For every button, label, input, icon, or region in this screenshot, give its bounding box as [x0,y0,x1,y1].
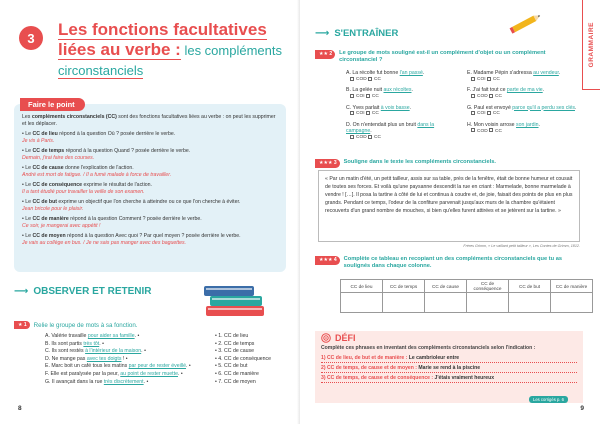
option-label: CC [371,94,379,100]
fp-point-term: CC de manière [32,216,69,222]
table-answer-cell[interactable] [383,293,425,313]
match-dot[interactable]: • [215,370,219,377]
phrase-underlined: très tôt [83,340,100,347]
phrase-end: . [186,363,188,370]
ex2-options [346,111,461,118]
difficulty-stars: ★★ 2 [315,50,335,59]
ex2-item [467,122,582,142]
fp-point-example: Je vais au collège en bus. / Je ne sais pas manger avec des baguettes. [22,240,187,246]
bullet: • Le [22,182,33,188]
phrase-letter: B. [45,340,52,347]
ex2-underlined: aux récoltes [383,87,412,94]
target-icon [321,333,331,343]
function-label: 1. CC de lieu [218,333,249,339]
match-dot[interactable]: • [100,340,104,347]
ex2-underlined: à voix basse [380,104,410,111]
function-row [215,379,271,387]
phrase-letter: C. [45,348,52,355]
fp-point [22,182,278,196]
ex2-underlined: l'an passé [399,70,423,76]
match-dot[interactable]: • [142,348,146,355]
fp-point [22,216,278,230]
cc-table-header [341,280,593,293]
difficulty-stars: ★ 1 [14,321,30,329]
defi-items [321,354,577,383]
checkbox-icon [489,128,493,132]
phrase-letter: E. [45,363,52,370]
phrase-underlined: avec tes doigts [86,355,122,362]
fp-point-desc: exprime le résultat de l'action. [82,182,152,188]
table-answer-cell[interactable] [551,293,593,313]
checkbox-icon [471,111,475,115]
checkbox-icon [366,94,370,98]
option-label: COD [477,128,489,134]
checkbox-icon [487,77,491,81]
option-checkbox[interactable] [366,111,379,116]
title-line1: Les fonctions facultatives [58,20,267,39]
ex2-underlined: parce qu'il a perdu ses clés [512,104,575,111]
fp-point-example: Demain, j'irai faire des courses. [22,155,95,161]
phrase-text: Ils sont partis [51,340,84,347]
phrase-underlined: à l'intérieur de la maison [85,348,142,355]
match-dot[interactable]: • [215,355,219,362]
ex2-end: . [409,104,412,111]
function-label: 4. CC de conséquence [218,355,272,362]
faire-le-point-box [14,104,286,272]
option-checkbox[interactable] [487,77,500,82]
exercise-3-header: ★★★ 3 Souligne dans le texte les compléments circonstanciels. [315,159,564,168]
difficulty-stars: ★★★ 3 [315,159,340,168]
fp-point-desc: répond à la question Comment ? posée derrière le verbe. [68,216,202,222]
bullet: • Le [22,148,33,154]
phrase-end: . [143,378,146,385]
fp-point-term: CC de but [32,199,57,205]
phrase-row [45,348,191,356]
ex2-options [467,77,582,84]
ex2-underlined: son jardin [516,121,539,128]
fp-point-term: CC de conséquence [32,182,83,188]
ex2-options [346,94,461,101]
function-row [215,356,271,364]
fp-point-example: Il a tant étudié pour travailler la veille de son examen. [22,189,145,195]
table-answer-cell[interactable] [467,293,509,313]
match-dot[interactable]: • [215,378,219,385]
ex2-end: . [370,128,372,135]
table-header-cell: CC de conséquence [467,280,509,293]
phrase-underlined: par peur de rester éveillé [128,363,187,370]
ex2-item [467,70,582,83]
title-line2: liées au verbe : les compléments [58,40,282,59]
option-checkbox[interactable] [471,94,489,99]
phrase-row [45,379,191,387]
exercise-2-header: ★★ 2 Le groupe de mots souligné est-il un complément d'objet ou un complément circonstanciel ? [315,50,559,64]
defi-item[interactable] [321,354,577,363]
checkbox-icon [350,77,354,81]
checkbox-icon [368,135,372,139]
checkbox-icon [487,111,491,115]
chapter-title [58,20,293,81]
ex2-text: H. Mon voisin arrose [467,121,517,128]
fp-point-term: CC de moyen [32,233,66,239]
ex2-options [467,128,582,135]
chapter-badge: 3 [19,26,43,50]
option-checkbox[interactable] [350,135,368,140]
bullet: • Le [22,131,33,137]
phrase-text: Elle est paralysée par la peur, [50,370,121,377]
option-label: COI [356,111,366,117]
phrase-end: ! [121,355,125,362]
option-checkbox[interactable] [471,111,487,116]
fp-point-desc: exprime un objectif que l'on cherche à atteindre ou ce que l'on cherche à éviter. [56,199,241,205]
ex2-end: . [411,87,413,94]
observer-heading: ⟶ OBSERVER ET RETENIR [14,286,152,297]
fp-points [22,131,278,247]
phrase-end: . [141,348,143,355]
defi-item[interactable] [321,364,577,373]
phrase-letter: D. [45,355,52,362]
match-dot[interactable]: • [145,378,149,385]
phrase-underlined: au point de rester muette [120,370,178,377]
option-checkbox[interactable] [471,77,487,82]
exercise-2-items [346,70,581,142]
match-dot[interactable]: • [215,363,219,370]
function-label: 7. CC de moyen [218,378,256,385]
arrow-right-icon: ⟶ [315,28,330,39]
match-dot[interactable]: • [187,363,191,370]
checkbox-icon [471,94,475,98]
defi-item-sentence: J'étais vraiment heureux [434,375,495,381]
ex2-end: . [542,87,545,94]
option-checkbox[interactable] [487,111,500,116]
function-row [215,348,271,356]
ex2-end: . [538,121,540,128]
defi-box [315,331,583,403]
phrase-underlined: pour aider sa famille [87,333,135,339]
grammaire-tab: GRAMMAIRE [582,0,600,90]
phrase-text: Ne mange pas [51,355,87,362]
phrase-text: Ils sont restés [51,348,86,355]
exercise-3-text: « Par un matin d'été, un petit tailleur, assis sur sa table, près de la fenêtre, était de bonne humeur et cousait de toutes ses forces. Et voilà qu'une paysanne descendit la rue en criant : Marmelade, bonne marmelade à vendre ! […]. Il posa la tartine à côté de lui et continua à coudre et, de joie, faisait des points de plus en plus grands. Pendant ce temps, l'odeur de la confiture parvenait jusqu'aux murs de la chambre qu'étaient recouverts d'un grand nombre de mouches, si bien qu'elles furent attirées et se jetèrent sur la tartine. » [318,170,580,242]
option-checkbox[interactable] [489,129,502,134]
exercise-1-functions [215,333,271,386]
fp-point-term: CC de lieu [32,131,58,137]
defi-item-sentence: Marie se rend à la piscine [418,365,481,371]
option-checkbox[interactable] [368,77,381,82]
ex2-underlined: dans la campagne [346,121,435,135]
ex2-item [346,122,461,142]
checkbox-icon [489,94,493,98]
checkbox-icon [350,135,354,139]
ex2-underlined: parte de ma vie [506,87,543,94]
fp-point-term: CC de cause [32,165,64,171]
sentrainer-heading: ⟶ S'ENTRAÎNER [315,28,399,39]
defi-item-label: 1) CC de lieu, de but et de manière : [321,355,409,361]
option-checkbox[interactable] [350,94,366,99]
match-dot[interactable]: • [215,340,219,347]
bullet: • Le [22,216,33,222]
match-dot[interactable]: • [136,333,140,339]
phrase-text: Valérie travaille [51,333,88,339]
phrase-text: Marc boit un café tous les matins [51,363,129,370]
function-row [215,333,271,341]
ex2-sentence [346,122,461,135]
ex2-item [346,105,461,118]
title-line3: circonstanciels [58,63,144,78]
option-checkbox[interactable] [368,135,381,140]
phrase-letter: F. [45,370,51,377]
function-row [215,363,271,371]
phrase-letter: G. [45,378,52,385]
fp-point-example: André est mort de fatigue. / Il a fumé malade à force de travailler. [22,172,172,178]
checkbox-icon [471,128,475,132]
checkbox-icon [368,77,372,81]
option-label: COD [356,135,368,141]
function-label: 6. CC de manière [218,370,259,377]
checkbox-icon [471,77,475,81]
ex2-options [467,111,582,118]
bullet: • Le [22,199,33,205]
option-label: COD [477,94,489,100]
table-answer-cell[interactable] [509,293,551,313]
option-label: CC [492,111,500,117]
fp-point-example: Ce soir, je mangerai avec appétit ! [22,223,101,229]
ex2-underlined: au vendeur [533,70,559,76]
phrase-row [45,371,191,379]
difficulty-stars: ★★★ 4 [315,256,340,265]
ex2-options [346,135,461,142]
ex2-text: C. Yves parlait [346,104,381,111]
option-checkbox[interactable] [366,94,379,99]
phrase-row [45,363,191,371]
ex2-end: . [574,104,577,111]
function-label: 2. CC de temps [218,340,255,347]
fp-intro: Les compléments circonstanciels (CC) sont des fonctions facultatives liées au verbe : on peut les supprimer et les déplacer. [22,114,276,127]
fp-point-example: Jean bricole pour le plaisir. [22,206,84,212]
ex2-options [346,77,461,84]
table-answer-cell[interactable] [341,293,383,313]
fp-point-example: Je vis à Paris. [22,138,55,144]
phrase-end: . [177,370,180,377]
bullet: • Le [22,165,33,171]
books-icon [200,278,270,320]
option-label: CC [495,128,502,134]
cc-table [340,279,593,313]
option-label: COI [477,111,487,117]
ex2-end: . [422,70,425,76]
ex2-text: A. La récolte fut bonne [346,70,400,76]
fp-point-desc: répond à la question Quand ? posée derrière le verbe. [64,148,191,154]
table-header-cell: CC de but [509,280,551,293]
option-checkbox[interactable] [350,111,366,116]
phrase-underlined: très discrètement [103,378,144,385]
phrase-row [45,341,191,349]
option-label: CC [374,135,381,141]
option-label: CC [492,76,500,82]
match-dot[interactable]: • [124,355,128,362]
match-dot[interactable]: • [215,333,219,339]
page-number-left: 8 [18,405,22,412]
ex2-text: G. Paul est envoyé [467,104,513,111]
defi-heading: DÉFI [321,333,577,343]
checkbox-icon [366,111,370,115]
defi-item-sentence: Le cambrioleur entre [408,355,460,361]
function-label: 3. CC de cause [218,348,255,355]
exercise-1-phrases [45,333,191,386]
option-checkbox[interactable] [471,129,489,134]
table-answer-cell[interactable] [425,293,467,313]
ex2-text: B. La gelée nuit [346,87,384,94]
option-label: COI [477,76,487,82]
fp-point-term: CC de temps [32,148,65,154]
ex2-item [346,87,461,100]
option-label: CC [374,76,381,82]
corriges-link[interactable]: Les corrigés p. 6 [529,396,568,403]
phrase-end: . [134,333,137,339]
defi-instruction: Complète ces phrases en inventant des compléments circonstanciels selon l'indication : [321,345,536,351]
fp-point-desc: répond à la question Où ? posée derrière le verbe. [57,131,176,137]
cc-table-body [341,293,593,313]
bullet: • Le [22,233,33,239]
phrase-end: . [99,340,101,347]
arrow-right-icon: ⟶ [14,286,29,297]
ex2-text: F. J'ai fait tout ce [467,87,507,94]
fp-point [22,148,278,162]
fp-point [22,165,278,179]
fp-point-desc: répond à la question Avec quoi ? Par quel moyen ? posée derrière le verbe. [65,233,241,239]
option-checkbox[interactable] [350,77,368,82]
function-label: 5. CC de but [218,363,248,370]
match-dot[interactable]: • [215,348,219,355]
ex2-item [346,70,461,83]
option-label: CC [371,111,379,117]
fp-point [22,131,278,145]
table-header-cell: CC de lieu [341,280,383,293]
pencil-icon [508,12,544,34]
table-header-cell: CC de temps [383,280,425,293]
fp-point-desc: donne l'explication de l'action. [63,165,134,171]
page-number-right: 9 [580,405,584,412]
exercise-1-header: ★ 1 Relie le groupe de mots à sa fonction. [14,321,138,329]
ex2-options [467,94,582,101]
defi-item-label: 2) CC de temps, de cause et de moyen : [321,365,419,371]
fp-point [22,233,278,247]
ex2-item [467,105,582,118]
faire-le-point-heading: Faire le point [20,98,85,111]
table-header-cell: CC de manière [551,280,593,293]
ex2-text: D. On n'entendait plus un bruit [346,121,418,128]
defi-item[interactable] [321,374,577,383]
text-source: Frères Grimm, « Le vaillant petit tailleur », Les Contes de Grimm, 1812. [463,244,580,248]
option-label: CC [495,94,502,100]
option-checkbox[interactable] [489,94,502,99]
fp-point [22,199,278,213]
option-label: COI [356,94,366,100]
phrase-row [45,333,191,341]
phrase-row [45,356,191,364]
table-header-cell: CC de cause [425,280,467,293]
phrase-text: Il avançait dans la rue [51,378,104,385]
checkbox-icon [350,111,354,115]
ex2-end: . [558,70,561,76]
option-label: COD [356,76,368,82]
function-row [215,371,271,379]
function-row [215,341,271,349]
phrase-letter: A. [45,333,52,339]
ex2-text: E. Madame Pépin s'adressa [467,70,534,76]
checkbox-icon [350,94,354,98]
right-page [300,0,600,424]
defi-item-label: 3) CC de temps, de cause et de conséquence : [321,375,435,381]
match-dot[interactable]: • [179,370,183,377]
ex2-item [467,87,582,100]
exercise-4-header: ★★★ 4 Complète ce tableau en recopiant un des compléments circonstanciels que tu as soulignés dans chaque colonne. [315,256,564,270]
